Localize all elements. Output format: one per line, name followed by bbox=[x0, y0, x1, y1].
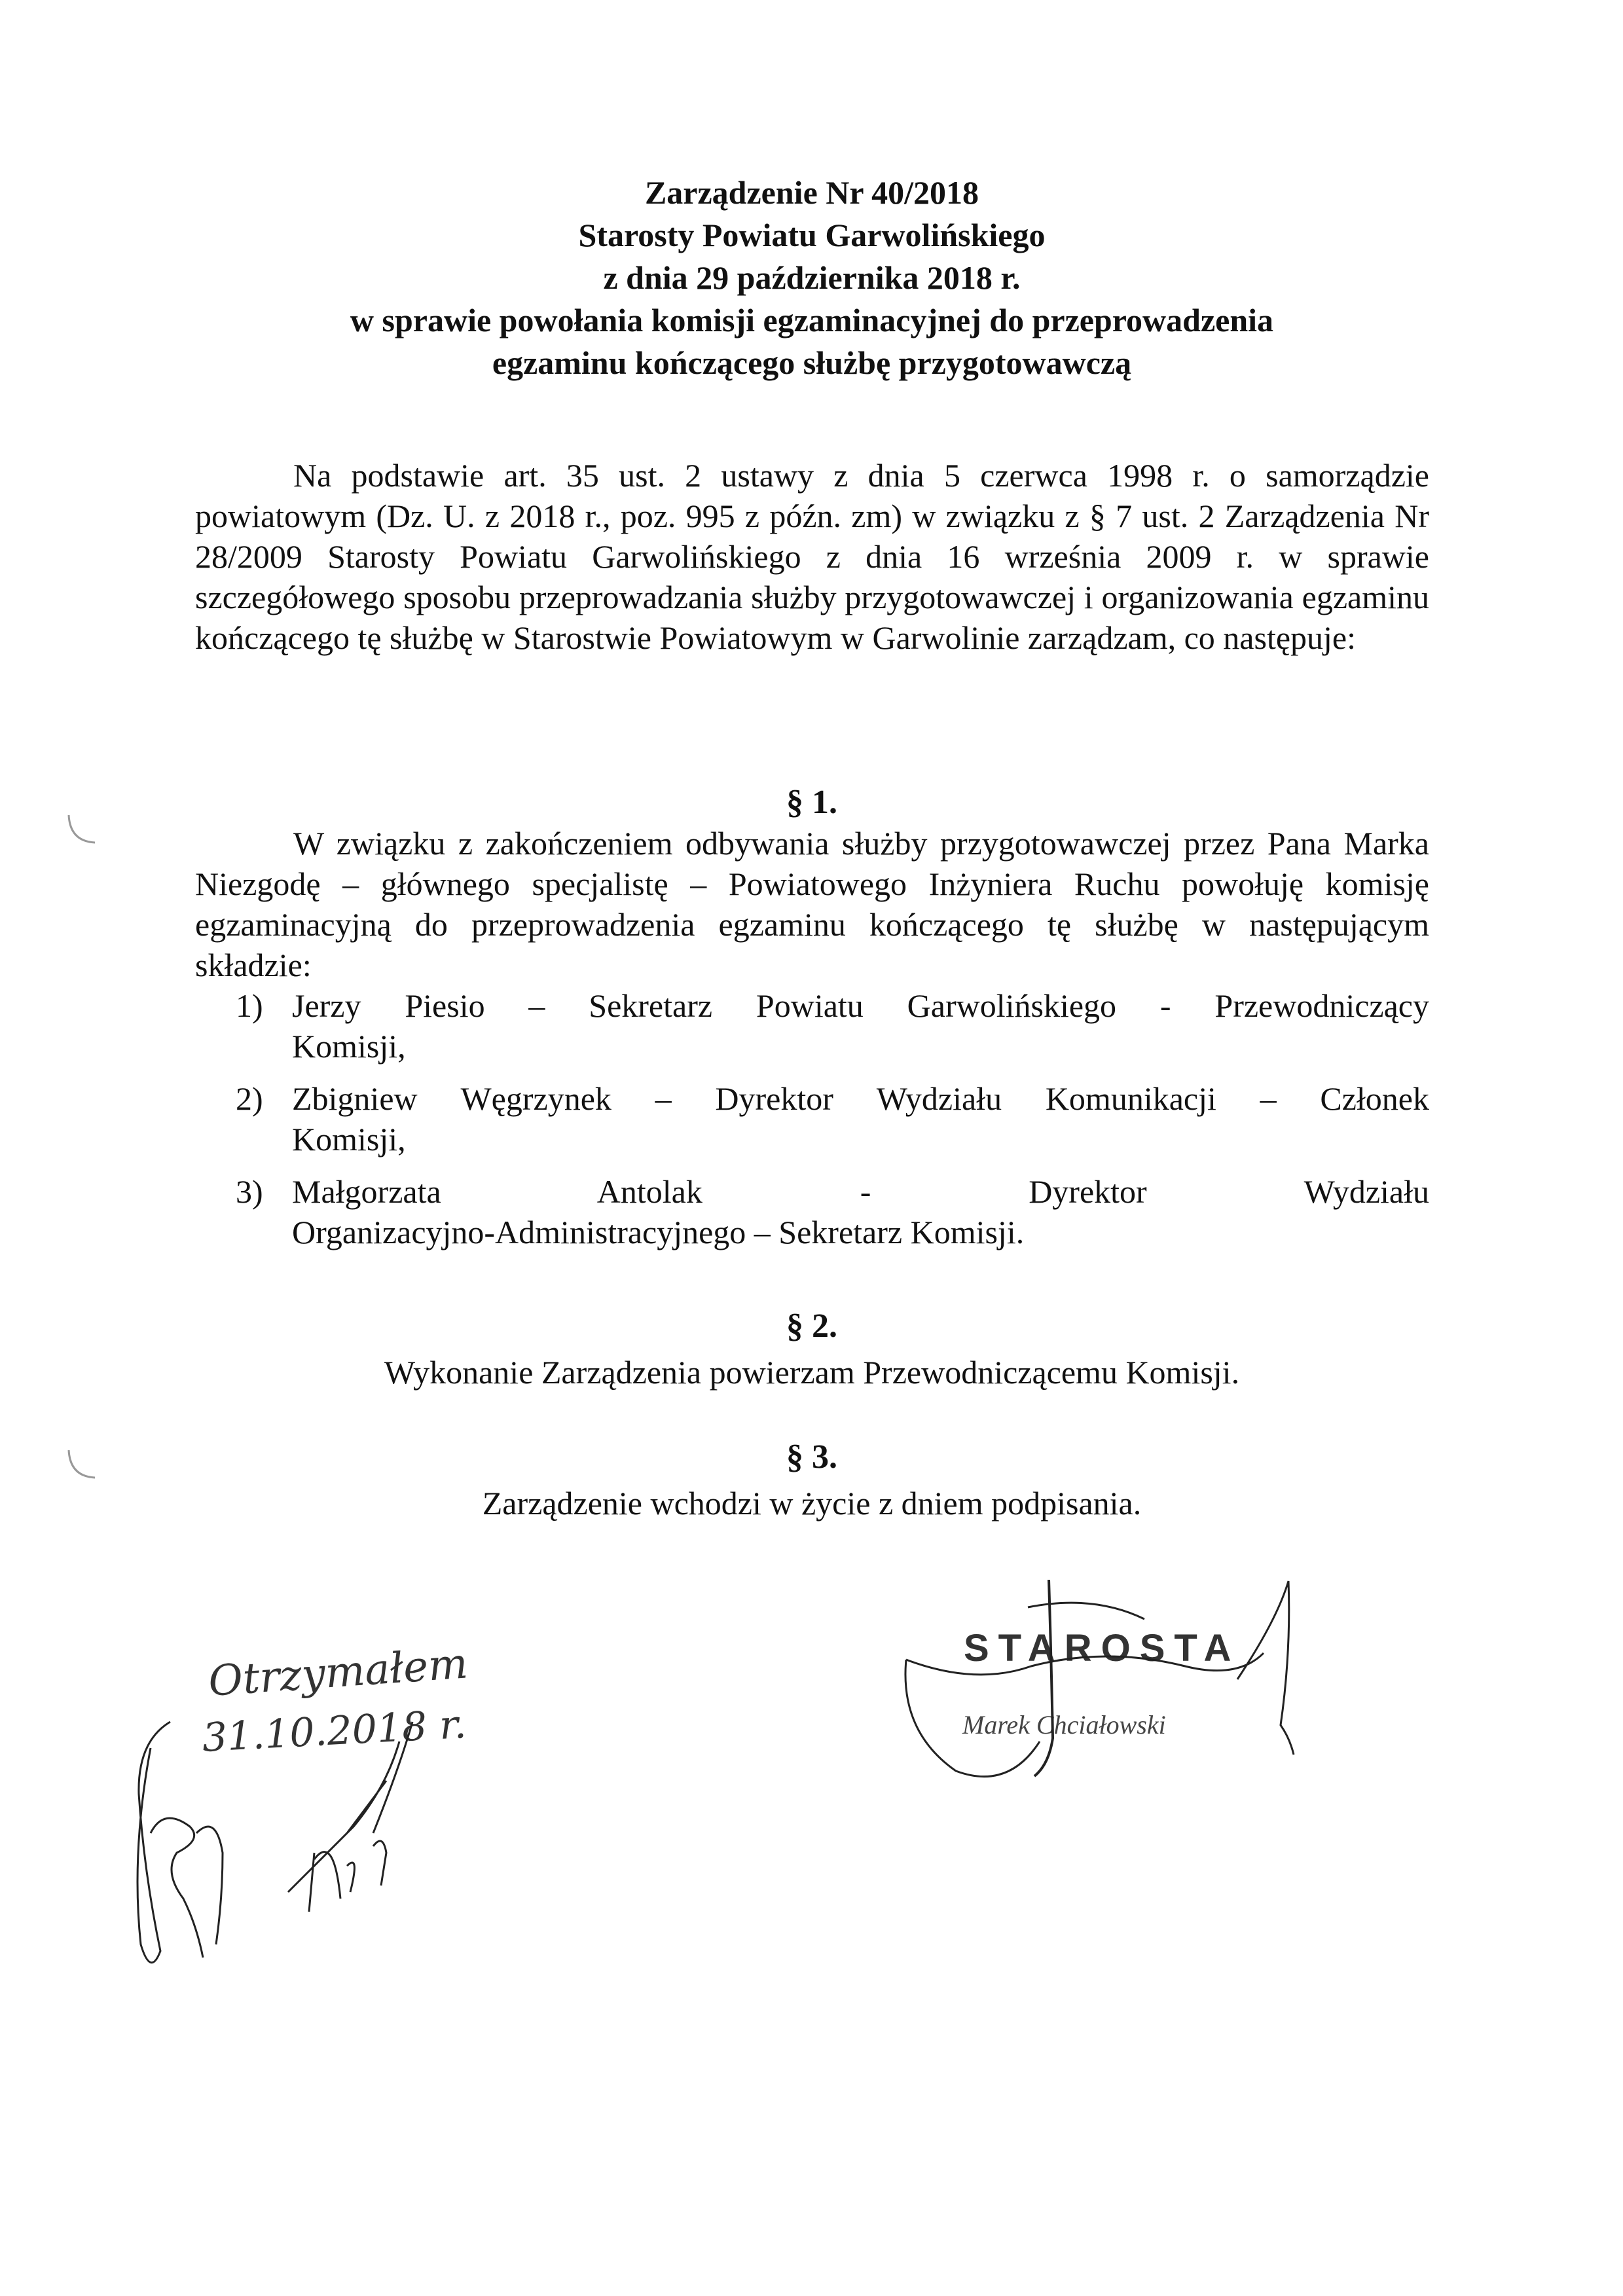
section-1-title: § 1. bbox=[786, 784, 837, 821]
list-item bbox=[236, 985, 1429, 1066]
committee-members bbox=[236, 985, 1429, 1252]
member-line: Zbigniew Węgrzynek – Dyrektor Wydziału Komunikacji – Członek bbox=[292, 1080, 1429, 1117]
issue-date: z dnia 29 października 2018 r. bbox=[603, 259, 1021, 296]
list-number: 1) bbox=[236, 987, 263, 1024]
list-number: 3) bbox=[236, 1173, 263, 1210]
preamble bbox=[195, 455, 1429, 658]
stamp-name: Marek Chciałowski bbox=[962, 1710, 1166, 1740]
preamble-text: Na podstawie art. 35 ust. 2 ustawy z dnia 5 czerwca 1998 r. o samorządzie powiatowym (Dz. U. z 2018 r., poz. 995 z późn. zm) w związku z § 7 ust. 2 Zarządzenia Nr 28/2009 Starosty Powiatu Garwolińskiego z dnia 16 września 2009 r. w sprawie szczegółowego sposobu przeprowadzania służby przygotowawczej i organizowania egzaminu kończącego tę służbę w Starostwie Powiatowym w Garwolinie zarządzam, co następuje: bbox=[195, 457, 1429, 656]
stamp-title: STAROSTA bbox=[964, 1627, 1241, 1669]
list-number: 2) bbox=[236, 1080, 263, 1117]
receipt-date: 31.10.2018 r. bbox=[201, 1701, 468, 1761]
section-3-title: § 3. bbox=[786, 1438, 837, 1476]
member-line-cont: Organizacyjno-Administracyjnego – Sekretarz Komisji. bbox=[292, 1214, 1025, 1250]
punch-hole-mark bbox=[62, 1444, 101, 1489]
section-1-body bbox=[195, 823, 1429, 985]
list-item bbox=[236, 1171, 1429, 1252]
starosta-stamp bbox=[897, 1568, 1303, 1797]
section-1-text: W związku z zakończeniem odbywania służby przygotowawczej przez Pana Marka Niezgodę – głównego specjalistę – Powiatowego Inżyniera Ruchu powołuję komisję egzaminacyjną do przeprowadzenia egzaminu kończącego tę służbę w następującym składzie: bbox=[195, 825, 1429, 983]
subject-line-1: w sprawie powołania komisji egzaminacyjnej do przeprowadzenia bbox=[350, 302, 1274, 338]
section-2-title: § 2. bbox=[786, 1307, 837, 1345]
order-number: Zarządzenie Nr 40/2018 bbox=[644, 174, 979, 211]
member-line: Jerzy Piesio – Sekretarz Powiatu Garwolińskiego - Przewodniczący bbox=[292, 987, 1429, 1024]
section-3-text: Zarządzenie wchodzi w życie z dniem podpisania. bbox=[482, 1485, 1142, 1522]
issuer: Starosty Powiatu Garwolińskiego bbox=[578, 217, 1046, 253]
document-heading bbox=[196, 172, 1427, 384]
member-line-cont: Komisji, bbox=[292, 1028, 406, 1065]
section-2-text: Wykonanie Zarządzenia powierzam Przewodniczącemu Komisji. bbox=[384, 1354, 1240, 1391]
member-line: Małgorzata Antolak - Dyrektor Wydziału bbox=[292, 1173, 1429, 1210]
list-item bbox=[236, 1078, 1429, 1159]
punch-hole-mark bbox=[62, 809, 101, 854]
receipt-word: Otrzymałem bbox=[206, 1639, 469, 1706]
subject-line-2: egzaminu kończącego służbę przygotowawczą bbox=[492, 344, 1132, 381]
member-line-cont: Komisji, bbox=[292, 1121, 406, 1157]
handwritten-receipt bbox=[124, 1637, 622, 1990]
